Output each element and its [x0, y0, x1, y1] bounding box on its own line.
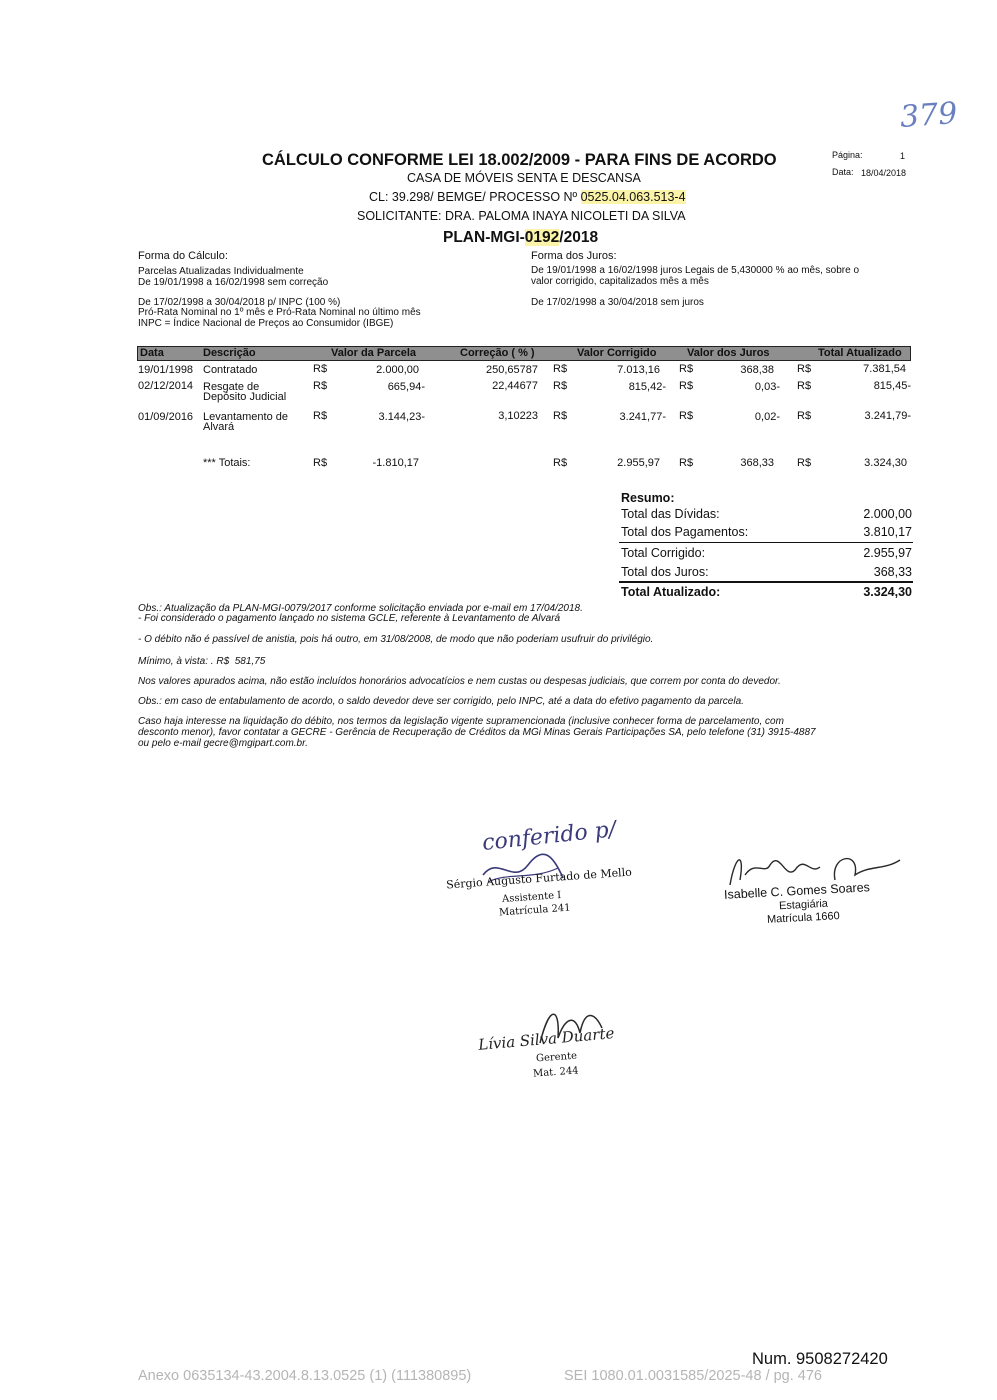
col-header-correction: Correção ( % ) — [460, 347, 535, 359]
totals-installment: -1.810,17 — [372, 457, 419, 469]
page-label: Página: — [832, 150, 863, 160]
plan-id — [443, 229, 598, 247]
signer-registration: Matrícula 1660 — [766, 910, 841, 926]
col-header-corrected: Valor Corrigido — [577, 347, 657, 359]
note-obs2: - Foi considerado o pagamento lançado no sistema GCLE, referente à Levantamento de Alvará — [138, 613, 561, 624]
note-minimum: Mínimo, à vista: . R$ 581,75 — [138, 656, 266, 667]
row-desc: Resgate de — [203, 381, 260, 393]
row-date: 19/01/1998 — [138, 364, 194, 376]
row-currency: R$ — [797, 380, 812, 392]
summary-corrected-value: 2.955,97 — [863, 546, 912, 560]
signer-role: Assistente I — [501, 889, 562, 906]
calc-form-line2: De 19/01/1998 a 16/02/1998 sem correção — [138, 277, 329, 288]
interest-form-line1: De 19/01/1998 a 16/02/1998 juros Legais de 5,430000 % ao mês, sobre o — [531, 265, 860, 276]
interest-form-line3: De 17/02/1998 a 30/04/2018 sem juros — [531, 297, 704, 308]
row-desc-cont: Alvará — [203, 421, 235, 433]
signer-role: Estagiária — [778, 897, 829, 913]
note-obs6a: Caso haja interesse na liquidação do débito, nos termos da legislação vigente supramencionada (inclusive conhecer forma de parcelamento, com — [138, 716, 784, 727]
col-header-date: Data — [140, 347, 164, 359]
calc-form-line4: Pró-Rata Nominal no 1º mês e Pró-Rata Nominal no último mês — [138, 307, 421, 318]
interest-form-line2: valor corrigido, capitalizados mês a mês — [531, 276, 709, 287]
row-interest: 0,03- — [754, 381, 780, 393]
requester-line: SOLICITANTE: DRA. PALOMA INAYA NICOLETI DA SILVA — [357, 209, 686, 223]
totals-currency: R$ — [679, 457, 694, 469]
date-label: Data: — [832, 167, 854, 177]
signature-note: conferido p/ — [481, 817, 618, 856]
calc-form-line1: Parcelas Atualizadas Individualmente — [138, 266, 304, 277]
row-currency: R$ — [313, 363, 328, 375]
signer-name: Isabelle C. Gomes Soares — [723, 880, 871, 902]
process-prefix: CL: 39.298/ BEMGE/ PROCESSO Nº — [369, 190, 581, 204]
plan-suffix: /2018 — [559, 229, 599, 246]
totals-currency: R$ — [553, 457, 568, 469]
signer-role: Gerente — [535, 1050, 578, 1065]
note-obs6b: desconto menor), favor contatar a GECRE - Gerência de Recuperação de Créditos da MGi Minas Gerais Participações SA, pelo telefone (31) 3915-4887 — [138, 727, 816, 738]
note-obs3: - O débito não é passível de anistia, pois há outro, em 31/08/2008, de modo que não poderiam usufruir do privilégio. — [138, 634, 654, 645]
totals-interest: 368,33 — [740, 457, 774, 469]
summary-debts-label: Total das Dívidas: — [621, 507, 720, 521]
row-interest: 0,02- — [754, 411, 780, 423]
note-obs4: Nos valores apurados acima, não estão incluídos honorários advocatícios e nem custas ou despesas judiciais, que correm por conta do devedor. — [138, 676, 781, 687]
col-header-description: Descrição — [203, 347, 256, 359]
summary-updated-label: Total Atualizado: — [621, 585, 721, 599]
date-value: 18/04/2018 — [861, 168, 907, 178]
footer-document-number: Num. 9508272420 — [752, 1350, 888, 1368]
row-date: 01/09/2016 — [138, 411, 194, 423]
process-line — [369, 190, 686, 204]
signer-name: Sérgio Augusto Furtado de Mello — [445, 865, 633, 892]
row-total: 815,45- — [873, 380, 911, 392]
row-desc-cont: Depósito Judicial — [203, 391, 287, 403]
row-currency: R$ — [553, 410, 568, 422]
totals-currency: R$ — [313, 457, 328, 469]
row-currency: R$ — [679, 410, 694, 422]
row-correction: 3,10223 — [498, 410, 538, 422]
summary-payments-label: Total dos Pagamentos: — [621, 525, 749, 539]
company-name: CASA DE MÓVEIS SENTA E DESCANSA — [407, 171, 641, 185]
col-header-total: Total Atualizado — [818, 347, 902, 359]
page-stamp: 379 — [898, 96, 959, 135]
summary-title: Resumo: — [621, 491, 675, 505]
calc-form-line5: INPC = Índice Nacional de Preços ao Consumidor (IBGE) — [138, 318, 394, 329]
summary-interest-value: 368,33 — [873, 565, 912, 579]
footer-annex: Anexo 0635134-43.2004.8.13.0525 (1) (111380895) — [138, 1368, 472, 1384]
plan-number: 0192 — [524, 229, 560, 246]
process-number: 0525.04.063.513-4 — [580, 190, 686, 204]
signer-registration: Matrícula 241 — [498, 902, 571, 919]
document-title: CÁLCULO CONFORME LEI 18.002/2009 - PARA FINS DE ACORDO — [262, 151, 777, 169]
totals-label: *** Totais: — [203, 457, 251, 469]
calc-form-label: Forma do Cálculo: — [138, 250, 228, 262]
note-obs1: Obs.: Atualização da PLAN-MGI-0079/2017 conforme solicitação enviada por e-mail em 17/04/2018. — [138, 603, 583, 614]
row-correction: 22,44677 — [492, 380, 538, 392]
signer-name: Lívia Silva Duarte — [477, 1024, 616, 1054]
row-currency: R$ — [313, 410, 328, 422]
totals-total: 3.324,30 — [864, 457, 907, 469]
note-obs5: Obs.: em caso de entabulamento de acordo, o saldo devedor deve ser corrigido, pelo INPC, até a data do efetivo pagamento da parcela. — [138, 696, 744, 707]
interest-form-label: Forma dos Juros: — [531, 250, 617, 262]
calc-form-line3: De 17/02/1998 a 30/04/2018 p/ INPC (100 %) — [138, 297, 341, 308]
row-currency: R$ — [797, 363, 812, 375]
row-interest: 368,38 — [740, 364, 774, 376]
row-currency: R$ — [679, 380, 694, 392]
row-currency: R$ — [553, 380, 568, 392]
row-corrected: 7.013,16 — [617, 364, 660, 376]
row-installment: 665,94- — [387, 381, 425, 393]
totals-currency: R$ — [797, 457, 812, 469]
row-currency: R$ — [679, 363, 694, 375]
row-installment: 2.000,00 — [376, 364, 419, 376]
signer-registration: Mat. 244 — [532, 1065, 579, 1080]
row-currency: R$ — [797, 410, 812, 422]
summary-payments-value: 3.810,17 — [863, 525, 912, 539]
row-corrected: 3.241,77- — [619, 411, 666, 423]
summary-interest-label: Total dos Juros: — [621, 565, 709, 579]
row-date: 02/12/2014 — [138, 380, 194, 392]
row-correction: 250,65787 — [486, 364, 538, 376]
summary-divider — [619, 542, 913, 543]
plan-prefix: PLAN-MGI- — [443, 229, 525, 246]
summary-debts-value: 2.000,00 — [863, 507, 912, 521]
row-total: 7.381,54 — [863, 363, 906, 375]
footer-sei: SEI 1080.01.0031585/2025-48 / pg. 476 — [564, 1368, 822, 1384]
row-installment: 3.144,23- — [378, 411, 425, 423]
row-corrected: 815,42- — [628, 381, 666, 393]
summary-corrected-label: Total Corrigido: — [621, 546, 706, 560]
row-total: 3.241,79- — [864, 410, 911, 422]
row-currency: R$ — [313, 380, 328, 392]
totals-corrected: 2.955,97 — [617, 457, 660, 469]
row-currency: R$ — [553, 363, 568, 375]
summary-updated-value: 3.324,30 — [863, 585, 912, 599]
note-obs6c: ou pelo e-mail gecre@mgipart.com.br. — [138, 738, 308, 749]
page-value: 1 — [900, 151, 906, 161]
col-header-installment: Valor da Parcela — [331, 347, 416, 359]
row-desc: Contratado — [203, 364, 258, 376]
summary-divider — [619, 581, 913, 583]
row-desc: Levantamento de — [203, 411, 289, 423]
col-header-interest: Valor dos Juros — [687, 347, 770, 359]
